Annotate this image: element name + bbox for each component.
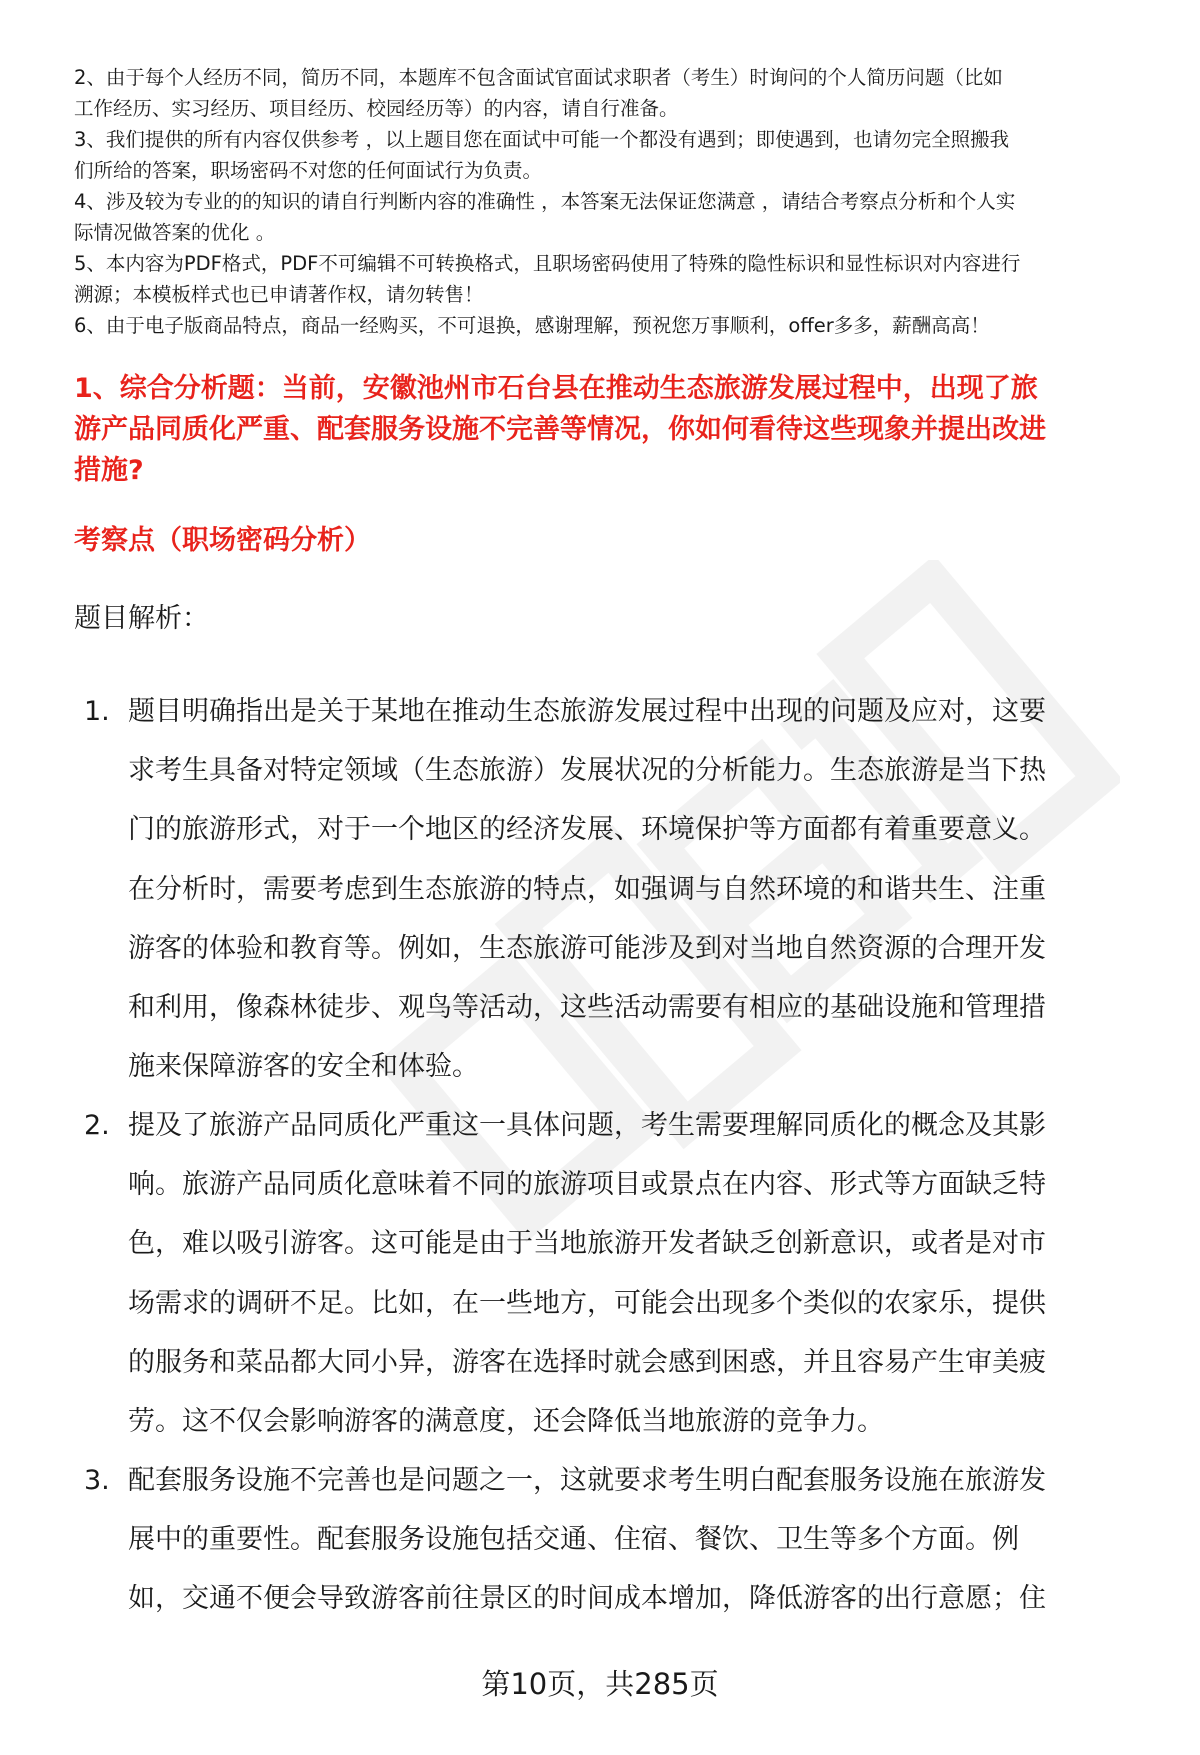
question-line: 措施? bbox=[74, 455, 144, 486]
list-item-line: 游客的体验和教育等。例如，生态旅游可能涉及到对当地自然资源的合理开发 bbox=[128, 932, 1046, 964]
list-item-line: 在分析时，需要考虑到生态旅游的特点，如强调与自然环境的和谐共生、注重 bbox=[128, 873, 1046, 905]
list-item-line: 劳。这不仅会影响游客的满意度，还会降低当地旅游的竞争力。 bbox=[128, 1406, 884, 1438]
question-line: 游产品同质化严重、配套服务设施不完善等情况，你如何看待这些现象并提出改进 bbox=[74, 414, 1046, 445]
analysis-label: 题目解析： bbox=[74, 603, 209, 634]
list-item-line: 配套服务设施不完善也是问题之一，这就要求考生明白配套服务设施在旅游发 bbox=[128, 1465, 1046, 1496]
note-line: 3、我们提供的所有内容仅供参考 ，以上题目您在面试中可能一个都没有遇到；即使遇到，也请勿完全照搬我 bbox=[74, 128, 1010, 151]
list-item-line: 色，难以吸引游客。这可能是由于当地旅游开发者缺乏创新意识，或者是对市 bbox=[128, 1228, 1046, 1260]
list-item bbox=[84, 1096, 1174, 1451]
list-item-number: 1. bbox=[84, 696, 110, 727]
list-item-line: 的服务和菜品都大同小异，游客在选择时就会感到困惑，并且容易产生审美疲 bbox=[128, 1346, 1046, 1378]
note-line: 工作经历、实习经历、项目经历、校园经历等）的内容，请自行准备。 bbox=[74, 97, 679, 120]
list-item-number: 3. bbox=[84, 1465, 110, 1496]
list-item-line: 求考生具备对特定领域（生态旅游）发展状况的分析能力。生态旅游是当下热 bbox=[128, 755, 1046, 787]
note-line: 5、本内容为PDF格式，PDF不可编辑不可转换格式，且职场密码使用了特殊的隐性标识和显性标识对内容进行 bbox=[74, 252, 1021, 275]
note-line: 溯源；本模板样式也已申请著作权，请勿转售！ bbox=[74, 283, 484, 306]
list-item-line: 和利用，像森林徒步、观鸟等活动，这些活动需要有相应的基础设施和管理措 bbox=[128, 992, 1046, 1024]
note-line: 们所给的答案，职场密码不对您的任何面试行为负责。 bbox=[74, 159, 543, 182]
list-item-line: 如，交通不便会导致游客前往景区的时间成本增加，降低游客的出行意愿；住 bbox=[128, 1583, 1046, 1615]
section-title: 考察点（职场密码分析） bbox=[74, 525, 371, 556]
note-line: 6、由于电子版商品特点，商品一经购买，不可退换，感谢理解，预祝您万事顺利，offer多多，薪酬高高！ bbox=[74, 314, 990, 337]
list-item bbox=[84, 682, 1174, 1096]
question-line: 1、综合分析题：当前，安徽池州市石台县在推动生态旅游发展过程中，出现了旅 bbox=[74, 373, 1038, 404]
page-number-footer: 第10页，共285页 bbox=[481, 1667, 719, 1701]
list-item-line: 展中的重要性。配套服务设施包括交通、住宿、餐饮、卫生等多个方面。例 bbox=[128, 1524, 1019, 1556]
list-item-line: 题目明确指出是关于某地在推动生态旅游发展过程中出现的问题及应对，这要 bbox=[128, 696, 1046, 727]
note-line: 4、涉及较为专业的的知识的请自行判断内容的准确性 ，本答案无法保证您满意 ，请结合考察点分析和个人实 bbox=[74, 190, 1016, 213]
note-line: 2、由于每个人经历不同，简历不同，本题库不包含面试官面试求职者（考生）时询问的个人简历问题（比如 bbox=[74, 66, 1003, 89]
disclaimer-notes bbox=[74, 62, 1164, 341]
list-item-line: 提及了旅游产品同质化严重这一具体问题，考生需要理解同质化的概念及其影 bbox=[128, 1110, 1046, 1141]
list-item-line: 场需求的调研不足。比如，在一些地方，可能会出现多个类似的农家乐，提供 bbox=[128, 1287, 1046, 1319]
question-heading bbox=[74, 368, 1154, 491]
list-item-number: 2. bbox=[84, 1110, 110, 1141]
list-item-line: 门的旅游形式，对于一个地区的经济发展、环境保护等方面都有着重要意义。 bbox=[128, 814, 1046, 846]
list-item-line: 施来保障游客的安全和体验。 bbox=[128, 1051, 479, 1083]
list-item bbox=[84, 1451, 1174, 1629]
note-line: 际情况做答案的优化 。 bbox=[74, 221, 276, 244]
list-item-line: 响。旅游产品同质化意味着不同的旅游项目或景点在内容、形式等方面缺乏特 bbox=[128, 1169, 1046, 1201]
